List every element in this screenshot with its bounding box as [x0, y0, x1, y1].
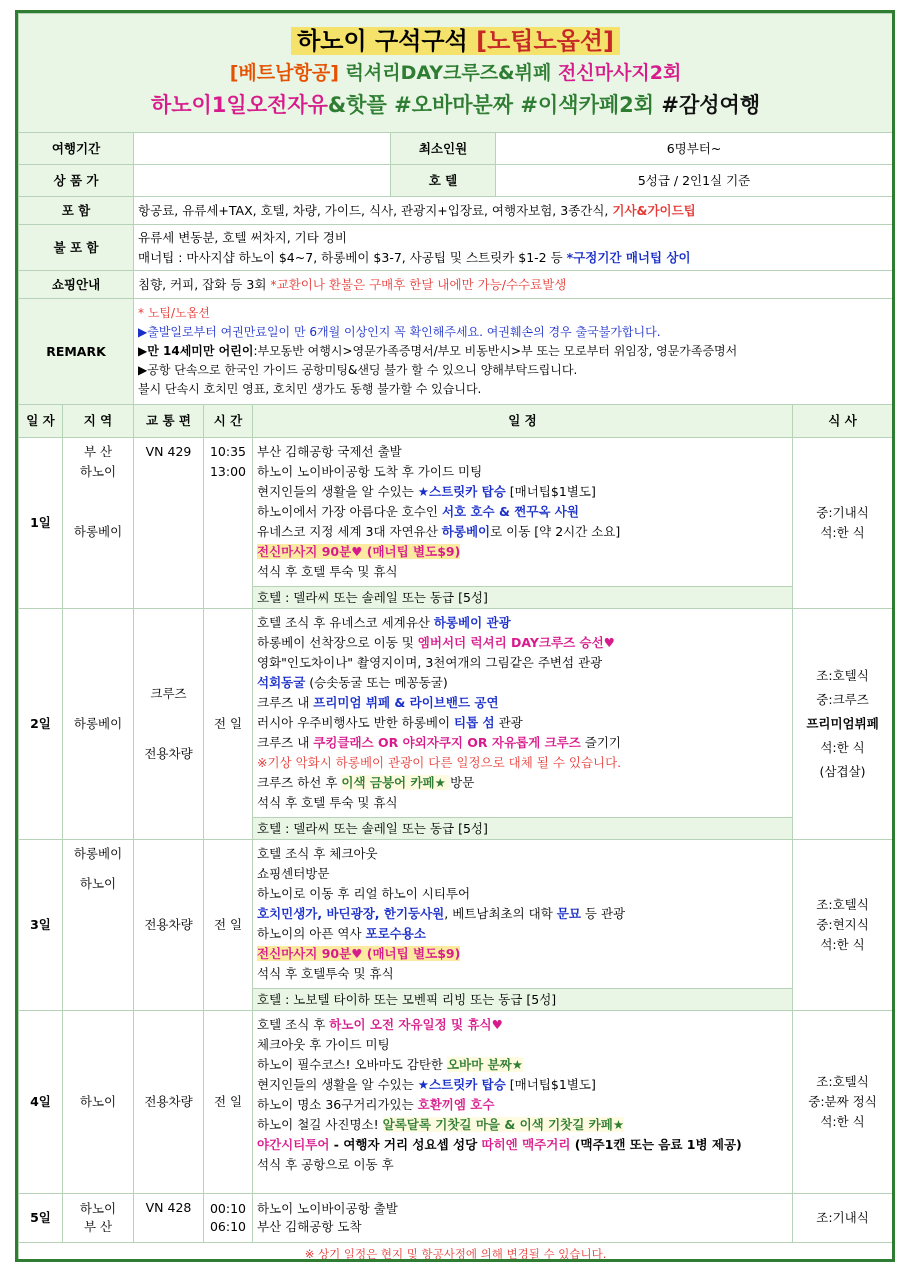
- subtitle-line-3: 하노이1일오전자유&핫플 #오바마분짜 #이색카페2회 #감성여행: [150, 93, 761, 117]
- period-label: 여행기간: [19, 133, 134, 165]
- include-value: 항공료, 유류세+TAX, 호텔, 차량, 가이드, 식사, 관광지+입장료, 여행자보험, 3종간식, 기사&가이드팁: [134, 197, 893, 225]
- day3-row: [19, 840, 893, 989]
- shop-label: 쇼핑안내: [19, 271, 134, 299]
- info-row-shopping: [19, 271, 893, 299]
- day2-hotel: 호텔 : 델라씨 또는 솔레일 또는 동급 [5성]: [253, 818, 793, 840]
- day4-region: 하노이: [63, 1011, 134, 1194]
- day2-time: 전 일: [204, 609, 253, 840]
- sheet-table: [18, 13, 892, 1259]
- day2-row: [19, 609, 893, 818]
- day3-region: 하롱베이 하노이: [63, 840, 134, 1011]
- exclude-value: 유류세 변동분, 호텔 써차지, 기타 경비 매너팁 : 마사지샵 하노이 $4~7, 하롱베이 $3-7, 사공팁 및 스트릿카 $1-2 등 *구정기간 매너팁 상이: [134, 225, 893, 271]
- day4-meal: 조:호텔식 중:분짜 정식 석:한 식: [793, 1011, 893, 1194]
- day1-region: 부 산 하노이 하롱베이: [63, 438, 134, 609]
- min-value: 6명부터~: [496, 133, 893, 165]
- hotel-value: 5성급 / 2인1실 기준: [496, 165, 893, 197]
- footer-note: ※ 상기 일정은 현지 및 항공사정에 의해 변경될 수 있습니다.: [19, 1243, 893, 1260]
- day5-label: 5일: [19, 1194, 63, 1243]
- col-schedule: 일 정: [253, 405, 793, 438]
- hotel-label: 호 텔: [390, 165, 495, 196]
- day1-time: 10:35 13:00: [204, 438, 253, 609]
- day4-time: 전 일: [204, 1011, 253, 1194]
- subtitle-line-2: [베트남항공] 럭셔리DAY크루즈&뷔페 전신마사지2회: [229, 62, 682, 84]
- day1-meal: 중:기내식 석:한 식: [793, 438, 893, 609]
- day2-label: 2일: [19, 609, 63, 840]
- itinerary-sheet: [18, 13, 892, 1259]
- day5-meal: 조:기내식: [793, 1194, 893, 1243]
- period-value: [134, 133, 390, 164]
- day5-schedule: 하노이 노이바이공항 출발 부산 김해공항 도착: [253, 1194, 793, 1243]
- title-block: [19, 14, 893, 133]
- day4-row: [19, 1011, 893, 1194]
- footer-row: [19, 1243, 893, 1260]
- include-label: 포 함: [19, 197, 134, 225]
- exclude-label: 불 포 함: [19, 225, 134, 271]
- day1-hotel: 호텔 : 델라씨 또는 솔레일 또는 동급 [5성]: [253, 587, 793, 609]
- day2-schedule: 호텔 조식 후 유네스코 세계유산 하롱베이 관광 하롱베이 선착장으로 이동 및 엠버서더 럭셔리 DAY크루즈 승선♥ 영화"인도차이나" 촬영지이며, 3천여개의 그림같은 주변섬 관광 석회동굴 (승솟동굴 또는 메꽁동굴) 크루즈 내 프리미엄 뷔페 & 라이브밴드 공연 러시아 우주비행사도 반한 하롱베이 티톱 섬 관광 크루즈 내 쿠킹클래스 OR 야외자쿠지 OR 자유롭게 크루즈 즐기기 ※기상 악화시 하롱베이 관광이 다른 일정으로 대체 될 수 있습니다. 크루즈 하선 후 이색 금붕어 카페★ 방문 석식 후 호텔 투숙 및 휴식: [253, 609, 793, 818]
- info-row-include: [19, 197, 893, 225]
- day2-meal: 조:호텔식 중:크루즈 프리미엄뷔페 석:한 식 (삼겹살): [793, 609, 893, 840]
- day1-row: [19, 438, 893, 587]
- col-transport: 교 통 편: [134, 405, 204, 438]
- col-region: 지 역: [63, 405, 134, 438]
- info-row-remark: [19, 299, 893, 405]
- day1-transport: VN 429: [134, 438, 204, 609]
- day3-label: 3일: [19, 840, 63, 1011]
- price-label: 상 품 가: [19, 165, 134, 197]
- col-day: 일 자: [19, 405, 63, 438]
- day4-label: 4일: [19, 1011, 63, 1194]
- period-cell: [134, 133, 496, 165]
- day5-row: [19, 1194, 893, 1243]
- day3-transport: 전용차량: [134, 840, 204, 1011]
- remark-label: REMARK: [19, 299, 134, 405]
- day3-meal: 조:호텔식 중:현지식 석:한 식: [793, 840, 893, 1011]
- day5-region: 하노이 부 산: [63, 1194, 134, 1243]
- min-label: 최소인원: [390, 133, 495, 164]
- info-row-period: [19, 133, 893, 165]
- day3-hotel: 호텔 : 노보텔 타이하 또는 모벤픽 리빙 또는 동급 [5성]: [253, 989, 793, 1011]
- day5-transport: VN 428: [134, 1194, 204, 1243]
- col-time: 시 간: [204, 405, 253, 438]
- main-title: 하노이 구석구석 [노팁노옵션]: [23, 20, 888, 58]
- price-cell: [134, 165, 496, 197]
- day5-time: 00:10 06:10: [204, 1194, 253, 1243]
- remark-value: * 노팁/노옵션 ▶출발일로부터 여권만료일이 만 6개월 이상인지 꼭 확인해주세요. 여권훼손의 경우 출국불가합니다. ▶만 14세미만 어린이:부모동반 여행시>영문가족증명서/부모 비동반시>부 또는 모로부터 위임장, 영문가족증명서 ▶공항 단속으로 한국인 가이드 공항미팅&샌딩 불가 할 수 있으니 양해부탁드립니다. 불시 단속시 호치민 영표, 호치민 생가도 동행 불가할 수 있습니다.: [134, 299, 893, 405]
- info-row-price: [19, 165, 893, 197]
- day1-schedule: 부산 김해공항 국제선 출발 하노이 노이바이공항 도착 후 가이드 미팅 현지인들의 생활을 알 수있는 ★스트릿카 탑승 [매너팁$1별도] 하노이에서 가장 아름다운 호수인 서호 호수 & 쩐꾸옥 사원 유네스코 지정 세계 3대 자연유산 하롱베이로 이동 [약 2시간 소요] 전신마사지 90분♥ (매너팁 별도$9) 석식 후 호텔 투숙 및 휴식: [253, 438, 793, 587]
- shop-value: 침향, 커피, 잡화 등 3회 *교환이나 환불은 구매후 한달 내에만 가능/수수료발생: [134, 271, 893, 299]
- day4-schedule: 호텔 조식 후 하노이 오전 자유일정 및 휴식♥ 체크아웃 후 가이드 미팅 하노이 필수코스! 오바마도 감탄한 오바마 분짜★ 현지인들의 생활을 알 수있는 ★스트릿카 탑승 [매너팁$1별도] 하노이 명소 36구거리가있는 호환끼엠 호수 하노이 철길 사진명소! 알록달록 기찻길 마을 & 이색 기찻길 카페★ 야간시티투어 - 여행자 거리 성요셉 성당 따히엔 맥주거리 (맥주1캔 또는 음료 1병 제공) 석식 후 공항으로 이동 후: [253, 1011, 793, 1194]
- day2-transport: 크루즈 전용차량: [134, 609, 204, 840]
- info-row-exclude: [19, 225, 893, 271]
- title-row: [19, 14, 893, 133]
- day3-schedule: 호텔 조식 후 체크아웃 쇼핑센터방문 하노이로 이동 후 리얼 하노이 시티투어 호치민생가, 바딘광장, 한기둥사원, 베트남최초의 대학 문묘 등 관광 하노이의 아픈 역사 포로수용소 전신마사지 90분♥ (매너팁 별도$9) 석식 후 호텔투숙 및 휴식: [253, 840, 793, 989]
- column-header-row: [19, 405, 893, 438]
- day1-label: 1일: [19, 438, 63, 609]
- day2-region: 하롱베이: [63, 609, 134, 840]
- day4-transport: 전용차량: [134, 1011, 204, 1194]
- price-value: [134, 165, 390, 196]
- day3-time: 전 일: [204, 840, 253, 1011]
- col-meal: 식 사: [793, 405, 893, 438]
